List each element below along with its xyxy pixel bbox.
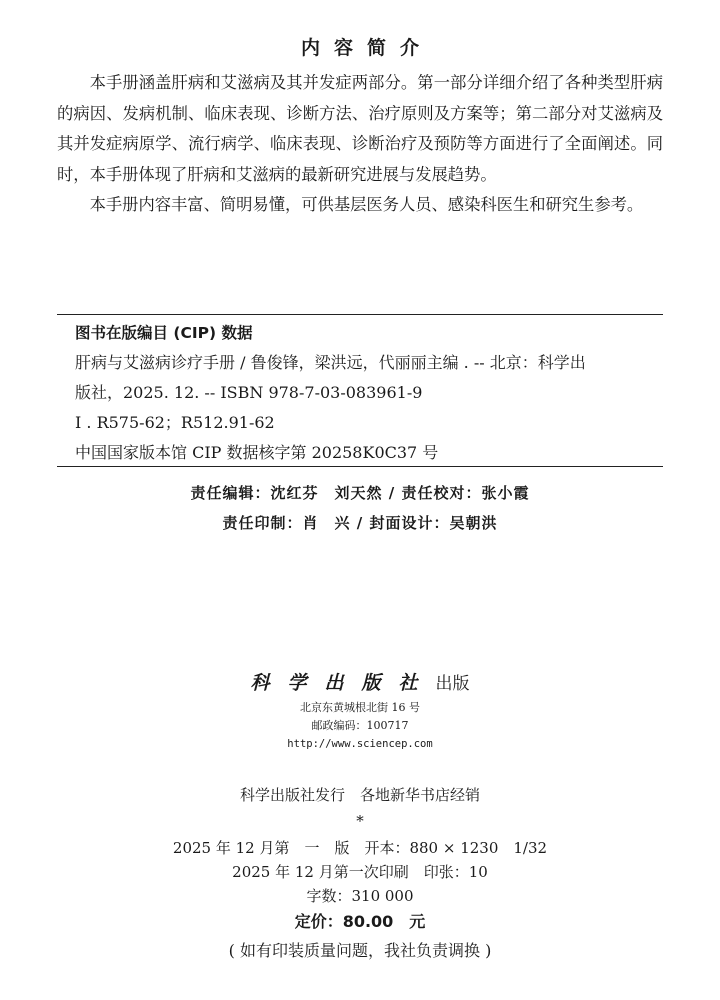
staff-line-2: 责任印制：肖 兴 / 封面设计：吴朝洪 [222, 514, 498, 532]
cip-line-1: 肝病与艾滋病诊疗手册 / 鲁俊锋，梁洪远，代丽丽主编 . -- 北京：科学出 [75, 353, 586, 372]
cip-heading: 图书在版编目 (CIP) 数据 [75, 324, 253, 342]
summary [57, 68, 663, 221]
publisher-url: http://www.sciencep.com [287, 738, 433, 750]
staff-line-1: 责任编辑：沈红芬 刘天然 / 责任校对：张小霞 [190, 484, 530, 502]
summary-paragraph-2: 本手册内容丰富、简明易懂，可供基层医务人员、感染科医生和研究生参考。 [89, 195, 644, 214]
cip-top-rule [57, 314, 663, 315]
staff-credits [0, 478, 720, 538]
summary-paragraph-1: 本手册涵盖肝病和艾滋病及其并发症两部分。第一部分详细介绍了各种类型肝病的病因、发病机制、临床表现、诊断方法、治疗原则及方案等；第二部分对艾滋病及其并发症病原学、流行病学、临床表现、诊断治疗及预防等方面进行了全面阐述。同时，本手册体现了肝病和艾滋病的最新研究进展与发展趋势。 [57, 73, 663, 184]
cip-line-2: 版社，2025. 12. -- ISBN 978-7-03-083961-9 [75, 383, 423, 402]
distribution-block [0, 782, 720, 834]
distribution-mark: * [356, 812, 364, 830]
cip-block [75, 318, 665, 468]
edition-line-3: 字数：310 000 [306, 887, 414, 905]
cip-bottom-rule [57, 466, 663, 467]
cip-line-3: Ⅰ . R575-62；R512.91-62 [75, 413, 275, 432]
publisher-address: 北京东黄城根北街 16 号 [300, 701, 420, 714]
edition-block [0, 836, 720, 966]
edition-line-1: 2025 年 12 月第 一 版 开本：880 × 1230 1/32 [172, 839, 548, 857]
publisher-suffix: 出版 [435, 674, 470, 694]
publisher-postcode: 邮政编码：100717 [311, 719, 409, 732]
distribution-line: 科学出版社发行 各地新华书店经销 [239, 786, 480, 804]
publisher-name: 科学出版社 [250, 672, 436, 694]
price: 定价：80.00 元 [294, 912, 426, 931]
publisher-block [0, 668, 720, 753]
edition-line-2: 2025 年 12 月第一次印刷 印张：10 [232, 863, 488, 881]
page-title: 内容简介 [300, 37, 433, 59]
quality-notice: ( 如有印装质量问题，我社负责调换 ) [228, 941, 492, 960]
cip-line-4: 中国国家版本馆 CIP 数据核字第 20258K0C37 号 [75, 443, 439, 462]
